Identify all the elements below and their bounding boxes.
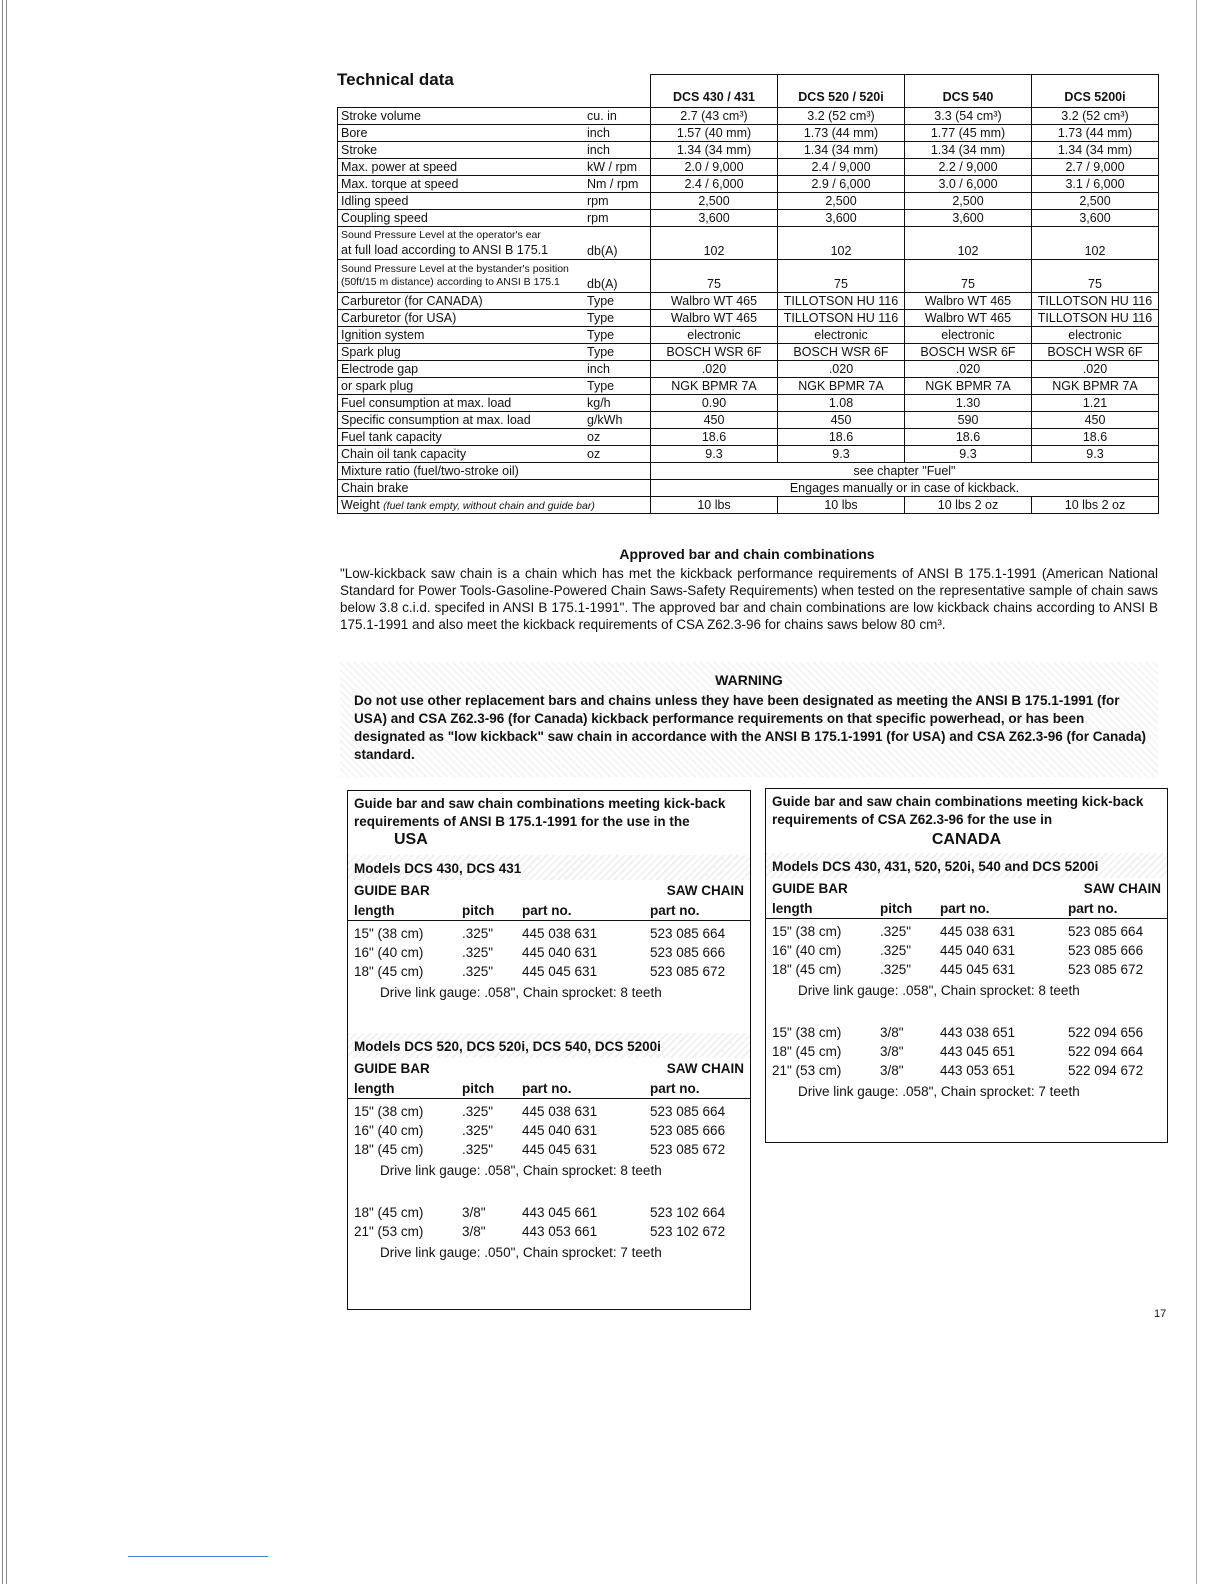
- value-cell: electronic: [778, 327, 905, 344]
- cell: 443 053 651: [940, 1063, 1016, 1078]
- part-no-header: part no.: [650, 903, 700, 918]
- usa-models-1: Models DCS 430, DCS 431: [348, 855, 750, 880]
- column-header-row: [766, 878, 1167, 898]
- weight-note: (fuel tank empty, without chain and guide bar): [383, 500, 595, 512]
- usa-combinations-box: [347, 790, 751, 1310]
- spl-operator-line1: Sound Pressure Level at the operator's ear: [341, 228, 541, 241]
- cell: 523 085 664: [650, 926, 726, 941]
- spl-bystander-line2: (50ft/15 m distance) according to ANSI B 175.1: [341, 276, 560, 288]
- value-cell: 3.2 (52 cm³): [778, 108, 905, 125]
- row-label: Chain oil tank capacity: [338, 446, 585, 463]
- row-label: or spark plug: [338, 378, 585, 395]
- approved-title: Approved bar and chain combinations: [619, 546, 875, 562]
- pitch-header: pitch: [462, 1081, 495, 1096]
- row-label: Stroke volume: [338, 108, 585, 125]
- cell: 16" (40 cm): [354, 1123, 424, 1138]
- length-header: length: [772, 901, 813, 916]
- row-label: Coupling speed: [338, 210, 585, 227]
- spacer: [766, 1001, 1167, 1023]
- cell: 18" (45 cm): [772, 962, 842, 977]
- table-row: [338, 142, 1159, 159]
- list-item: [348, 1222, 750, 1241]
- row-label: Carburetor (for CANADA): [338, 293, 585, 310]
- value-cell: TILLOTSON HU 116: [778, 310, 905, 327]
- value-cell: 10 lbs 2 oz: [905, 497, 1032, 514]
- value-cell: 75: [651, 260, 778, 293]
- guide-bar-header: GUIDE BAR: [354, 1061, 430, 1076]
- value-cell: 2.4 / 6,000: [651, 176, 778, 193]
- row-label: Ignition system: [338, 327, 585, 344]
- value-cell: 450: [651, 412, 778, 429]
- value-cell: 10 lbs: [651, 497, 778, 514]
- unit-cell: inch: [584, 361, 651, 378]
- row-label: Fuel tank capacity: [338, 429, 585, 446]
- spl-bystander-line1: Sound Pressure Level at the bystander's position: [341, 263, 569, 275]
- unit-cell: kg/h: [584, 395, 651, 412]
- part-no-header: part no.: [522, 903, 572, 918]
- cell: 445 040 631: [522, 1123, 598, 1138]
- cell: 3/8": [880, 1044, 904, 1059]
- cell: 523 085 672: [650, 1142, 726, 1157]
- table-row: [338, 463, 1159, 480]
- value-cell: 102: [778, 227, 905, 260]
- unit-cell: rpm: [584, 210, 651, 227]
- value-cell: 18.6: [905, 429, 1032, 446]
- cell: 443 045 651: [940, 1044, 1016, 1059]
- guide-bar-header: GUIDE BAR: [354, 883, 430, 898]
- value-cell: Walbro WT 465: [651, 293, 778, 310]
- list-item: [348, 1203, 750, 1222]
- row-label: Max. torque at speed: [338, 176, 585, 193]
- value-cell: 18.6: [1032, 429, 1159, 446]
- value-cell: 1.57 (40 mm): [651, 125, 778, 142]
- cell: 443 038 651: [940, 1025, 1016, 1040]
- cell: 21" (53 cm): [772, 1063, 842, 1078]
- unit-cell: kW / rpm: [584, 159, 651, 176]
- value-cell: 1.34 (34 mm): [651, 142, 778, 159]
- row-label: Carburetor (for USA): [338, 310, 585, 327]
- value-cell: 3.1 / 6,000: [1032, 176, 1159, 193]
- value-cell: BOSCH WSR 6F: [651, 344, 778, 361]
- table-row: [338, 293, 1159, 310]
- table-row: [338, 210, 1159, 227]
- cell: 445 040 631: [522, 945, 598, 960]
- usa-group2: [348, 1058, 750, 1263]
- cell: 16" (40 cm): [354, 945, 424, 960]
- brake-value: Engages manually or in case of kickback.: [651, 480, 1159, 497]
- column-header-row: [348, 1058, 750, 1078]
- saw-chain-header: SAW CHAIN: [666, 1061, 744, 1076]
- value-cell: 1.08: [778, 395, 905, 412]
- value-cell: 9.3: [1032, 446, 1159, 463]
- footer-rule: [128, 1556, 268, 1557]
- table-row: [338, 159, 1159, 176]
- drive-link-note: Drive link gauge: .050", Chain sprocket: 7 teeth: [380, 1245, 662, 1260]
- value-cell: 2.7 (43 cm³): [651, 108, 778, 125]
- cell: 522 094 664: [1068, 1044, 1144, 1059]
- cell: 445 045 631: [522, 964, 598, 979]
- value-cell: 102: [905, 227, 1032, 260]
- usa-group1: [348, 880, 750, 1003]
- table-row: [338, 429, 1159, 446]
- table-row: [338, 125, 1159, 142]
- cell: 18" (45 cm): [354, 964, 424, 979]
- cell: 523 085 666: [650, 945, 726, 960]
- cell: 15" (38 cm): [772, 1025, 842, 1040]
- cell: 16" (40 cm): [772, 943, 842, 958]
- spacer: [348, 1003, 750, 1033]
- value-cell: BOSCH WSR 6F: [1032, 344, 1159, 361]
- cell: 523 085 664: [1068, 924, 1144, 939]
- cell: .325": [462, 1123, 494, 1138]
- cell: .325": [880, 962, 912, 977]
- row-label: Specific consumption at max. load: [338, 412, 585, 429]
- value-cell: 1.21: [1032, 395, 1159, 412]
- warning-text: Do not use other replacement bars and chains unless they have been designated as meeting the ANSI B 175.1-1991 (for USA) and CSA Z62.3-96 (for Canada) kickback performance requirements on that specific powerhead, or has been designated as "low kickback" saw chain in accordance with the ANSI B 175.1-1991 (for USA) and CSA Z62.3-96 (for Canada) standard.: [354, 693, 1147, 762]
- canada-heading: [766, 789, 1167, 849]
- drive-link-note: Drive link gauge: .058", Chain sprocket: 7 teeth: [798, 1084, 1080, 1099]
- value-cell: .020: [778, 361, 905, 378]
- drive-link-note: Drive link gauge: .058", Chain sprocket: 8 teeth: [798, 983, 1080, 998]
- page-number: 17: [1154, 1308, 1167, 1320]
- column-subheader-row: [766, 898, 1167, 919]
- cell: 523 085 666: [650, 1123, 726, 1138]
- model-header: DCS 5200i: [1032, 75, 1159, 108]
- value-cell: 1.73 (44 mm): [1032, 125, 1159, 142]
- value-cell: 3.0 / 6,000: [905, 176, 1032, 193]
- value-cell: NGK BPMR 7A: [905, 378, 1032, 395]
- row-label: Fuel consumption at max. load: [338, 395, 585, 412]
- table-row: [338, 176, 1159, 193]
- table-row: [338, 193, 1159, 210]
- value-cell: BOSCH WSR 6F: [778, 344, 905, 361]
- value-cell: BOSCH WSR 6F: [905, 344, 1032, 361]
- weight-label: [338, 497, 651, 514]
- value-cell: Walbro WT 465: [905, 293, 1032, 310]
- value-cell: 9.3: [651, 446, 778, 463]
- model-header: DCS 520 / 520i: [778, 75, 905, 108]
- row-label: Stroke: [338, 142, 585, 159]
- value-cell: 2,500: [905, 193, 1032, 210]
- row-label: Max. power at speed: [338, 159, 585, 176]
- drive-link-note: Drive link gauge: .058", Chain sprocket: 8 teeth: [380, 985, 662, 1000]
- list-item: [766, 1061, 1167, 1080]
- part-no-header: part no.: [940, 901, 990, 916]
- cell: 523 085 672: [650, 964, 726, 979]
- value-cell: 75: [778, 260, 905, 293]
- cell: 3/8": [880, 1063, 904, 1078]
- mixture-value: see chapter "Fuel": [651, 463, 1159, 480]
- list-item: [766, 960, 1167, 979]
- value-cell: 102: [1032, 227, 1159, 260]
- part-no-header: part no.: [522, 1081, 572, 1096]
- weight-label-text: Weight: [341, 498, 380, 512]
- canada-models: Models DCS 430, 431, 520, 520i, 540 and DCS 5200i: [766, 853, 1167, 878]
- value-cell: 3,600: [1032, 210, 1159, 227]
- unit-cell: Type: [584, 293, 651, 310]
- value-cell: 18.6: [778, 429, 905, 446]
- cell: 523 085 672: [1068, 962, 1144, 977]
- table-row: [338, 446, 1159, 463]
- value-cell: Walbro WT 465: [905, 310, 1032, 327]
- value-cell: 590: [905, 412, 1032, 429]
- left-margin-line-2: [6, 0, 7, 1584]
- value-cell: 1.77 (45 mm): [905, 125, 1032, 142]
- cell: 445 045 631: [522, 1142, 598, 1157]
- cell: 3/8": [462, 1224, 486, 1239]
- list-item: [348, 924, 750, 943]
- model-header: DCS 430 / 431: [651, 75, 778, 108]
- value-cell: NGK BPMR 7A: [778, 378, 905, 395]
- value-cell: 1.30: [905, 395, 1032, 412]
- table-row: [338, 412, 1159, 429]
- unit-cell: oz: [584, 446, 651, 463]
- cell: .325": [462, 945, 494, 960]
- cell: 3/8": [880, 1025, 904, 1040]
- brake-label: Chain brake: [338, 480, 651, 497]
- list-item: [348, 1140, 750, 1159]
- unit-cell: inch: [584, 125, 651, 142]
- cell: .325": [462, 1142, 494, 1157]
- value-cell: 2,500: [1032, 193, 1159, 210]
- approved-text: "Low-kickback saw chain is a chain which has met the kickback performance requirements of ANSI B 175.1-1991 (American National Standard for Power Tools-Gasoline-Powered Chain Saws-Safety Requirements) when tested on the representative sample of chain saws below 3.8 c.i.d. specifed in ANSI B 175.1-1991". The approved bar and chain combinations are low kickback chains according to ANSI B 175.1-1991 and also meet the kickback requirements of CSA Z62.3-96 for chains saws below 80 cm³.: [340, 566, 1158, 632]
- table-row: [338, 480, 1159, 497]
- page-title: Technical data: [337, 70, 454, 89]
- unit-cell: db(A): [584, 227, 651, 260]
- value-cell: 75: [905, 260, 1032, 293]
- part-no-header: part no.: [1068, 901, 1118, 916]
- part-no-header: part no.: [650, 1081, 700, 1096]
- cell: .325": [462, 1104, 494, 1119]
- spl-bystander-label: [338, 260, 585, 293]
- cell: 523 102 672: [650, 1224, 726, 1239]
- row-label: Idling speed: [338, 193, 585, 210]
- cell: 3/8": [462, 1205, 486, 1220]
- usa-models-2: Models DCS 520, DCS 520i, DCS 540, DCS 5200i: [348, 1033, 750, 1058]
- model-header: DCS 540: [905, 75, 1032, 108]
- value-cell: 1.34 (34 mm): [778, 142, 905, 159]
- value-cell: electronic: [651, 327, 778, 344]
- value-cell: 18.6: [651, 429, 778, 446]
- list-item: [766, 941, 1167, 960]
- warning-title: WARNING: [715, 672, 783, 688]
- column-subheader-row: [348, 1078, 750, 1099]
- value-cell: 450: [1032, 412, 1159, 429]
- value-cell: 2.9 / 6,000: [778, 176, 905, 193]
- cell: 523 085 664: [650, 1104, 726, 1119]
- value-cell: 3.3 (54 cm³): [905, 108, 1032, 125]
- list-item: [766, 1023, 1167, 1042]
- list-item: [348, 1102, 750, 1121]
- technical-data-table: [337, 74, 1159, 514]
- usa-country: USA: [394, 831, 428, 848]
- left-margin-line: [2, 0, 3, 1584]
- unit-cell: oz: [584, 429, 651, 446]
- row-label: Spark plug: [338, 344, 585, 361]
- value-cell: Walbro WT 465: [651, 310, 778, 327]
- usa-heading-text: Guide bar and saw chain combinations meeting kick-back requirements of ANSI B 175.1-1991 for the use in the: [354, 796, 726, 829]
- unit-cell: Type: [584, 327, 651, 344]
- unit-cell: cu. in: [584, 108, 651, 125]
- spl-operator-line2: at full load according to ANSI B 175.1: [341, 242, 549, 257]
- table-header-row: [338, 75, 1159, 108]
- unit-cell: Type: [584, 378, 651, 395]
- cell: 522 094 656: [1068, 1025, 1144, 1040]
- value-cell: 9.3: [905, 446, 1032, 463]
- cell: 445 038 631: [522, 1104, 598, 1119]
- value-cell: 450: [778, 412, 905, 429]
- value-cell: .020: [905, 361, 1032, 378]
- cell: 523 085 666: [1068, 943, 1144, 958]
- value-cell: 10 lbs 2 oz: [1032, 497, 1159, 514]
- cell: 15" (38 cm): [354, 1104, 424, 1119]
- cell: 21" (53 cm): [354, 1224, 424, 1239]
- value-cell: NGK BPMR 7A: [1032, 378, 1159, 395]
- value-cell: TILLOTSON HU 116: [1032, 293, 1159, 310]
- value-cell: 1.73 (44 mm): [778, 125, 905, 142]
- value-cell: 9.3: [778, 446, 905, 463]
- value-cell: .020: [651, 361, 778, 378]
- list-item: [766, 1042, 1167, 1061]
- cell: .325": [880, 924, 912, 939]
- column-header-row: [348, 880, 750, 900]
- value-cell: 75: [1032, 260, 1159, 293]
- value-cell: TILLOTSON HU 116: [778, 293, 905, 310]
- pitch-header: pitch: [880, 901, 913, 916]
- value-cell: 3,600: [651, 210, 778, 227]
- value-cell: 2.2 / 9,000: [905, 159, 1032, 176]
- row-label: Bore: [338, 125, 585, 142]
- canada-combinations-box: [765, 788, 1168, 1143]
- table-row: [338, 108, 1159, 125]
- list-item: [348, 1121, 750, 1140]
- table-row: [338, 327, 1159, 344]
- table-row: [338, 361, 1159, 378]
- list-item: [348, 962, 750, 981]
- guide-bar-header: GUIDE BAR: [772, 881, 848, 896]
- cell: 443 045 661: [522, 1205, 598, 1220]
- warning-box: [340, 662, 1158, 777]
- unit-cell: rpm: [584, 193, 651, 210]
- cell: 523 102 664: [650, 1205, 726, 1220]
- canada-heading-text: Guide bar and saw chain combinations meeting kick-back requirements of CSA Z62.3-96 for the use in: [772, 794, 1144, 827]
- drive-link-note: Drive link gauge: .058", Chain sprocket: 8 teeth: [380, 1163, 662, 1178]
- table-row: [338, 260, 1159, 293]
- header-blank: [338, 75, 651, 108]
- saw-chain-header: SAW CHAIN: [666, 883, 744, 898]
- table-row: [338, 344, 1159, 361]
- value-cell: 2.4 / 9,000: [778, 159, 905, 176]
- unit-cell: Nm / rpm: [584, 176, 651, 193]
- cell: 15" (38 cm): [772, 924, 842, 939]
- saw-chain-header: SAW CHAIN: [1083, 881, 1161, 896]
- value-cell: 0.90: [651, 395, 778, 412]
- unit-cell: g/kWh: [584, 412, 651, 429]
- unit-cell: Type: [584, 310, 651, 327]
- spacer: [348, 1181, 750, 1203]
- cell: .325": [462, 964, 494, 979]
- column-subheader-row: [348, 900, 750, 921]
- unit-cell: db(A): [584, 260, 651, 293]
- table-row: [338, 497, 1159, 514]
- cell: .325": [880, 943, 912, 958]
- cell: 445 038 631: [522, 926, 598, 941]
- table-row: [338, 378, 1159, 395]
- cell: 18" (45 cm): [772, 1044, 842, 1059]
- value-cell: 2.0 / 9,000: [651, 159, 778, 176]
- value-cell: 2,500: [651, 193, 778, 210]
- usa-heading: [348, 791, 750, 849]
- unit-cell: Type: [584, 344, 651, 361]
- length-header: length: [354, 1081, 395, 1096]
- cell: 445 038 631: [940, 924, 1016, 939]
- right-margin-line: [1196, 0, 1197, 1584]
- value-cell: 2,500: [778, 193, 905, 210]
- cell: 15" (38 cm): [354, 926, 424, 941]
- value-cell: 10 lbs: [778, 497, 905, 514]
- list-item: [766, 922, 1167, 941]
- cell: 18" (45 cm): [354, 1205, 424, 1220]
- spl-operator-label: [338, 227, 585, 260]
- value-cell: .020: [1032, 361, 1159, 378]
- cell: 445 040 631: [940, 943, 1016, 958]
- table-row: [338, 310, 1159, 327]
- canada-group: [766, 878, 1167, 1102]
- value-cell: TILLOTSON HU 116: [1032, 310, 1159, 327]
- table-row: [338, 227, 1159, 260]
- cell: 445 045 631: [940, 962, 1016, 977]
- value-cell: 102: [651, 227, 778, 260]
- unit-cell: inch: [584, 142, 651, 159]
- cell: 522 094 672: [1068, 1063, 1144, 1078]
- cell: 443 053 661: [522, 1224, 598, 1239]
- pitch-header: pitch: [462, 903, 495, 918]
- length-header: length: [354, 903, 395, 918]
- mixture-label: Mixture ratio (fuel/two-stroke oil): [338, 463, 651, 480]
- value-cell: 3.2 (52 cm³): [1032, 108, 1159, 125]
- table-row: [338, 395, 1159, 412]
- value-cell: 1.34 (34 mm): [1032, 142, 1159, 159]
- value-cell: electronic: [1032, 327, 1159, 344]
- cell: 18" (45 cm): [354, 1142, 424, 1157]
- canada-country: CANADA: [931, 831, 1002, 848]
- row-label: Electrode gap: [338, 361, 585, 378]
- value-cell: 3,600: [905, 210, 1032, 227]
- list-item: [348, 943, 750, 962]
- value-cell: electronic: [905, 327, 1032, 344]
- cell: .325": [462, 926, 494, 941]
- value-cell: 2.7 / 9,000: [1032, 159, 1159, 176]
- value-cell: NGK BPMR 7A: [651, 378, 778, 395]
- value-cell: 1.34 (34 mm): [905, 142, 1032, 159]
- value-cell: 3,600: [778, 210, 905, 227]
